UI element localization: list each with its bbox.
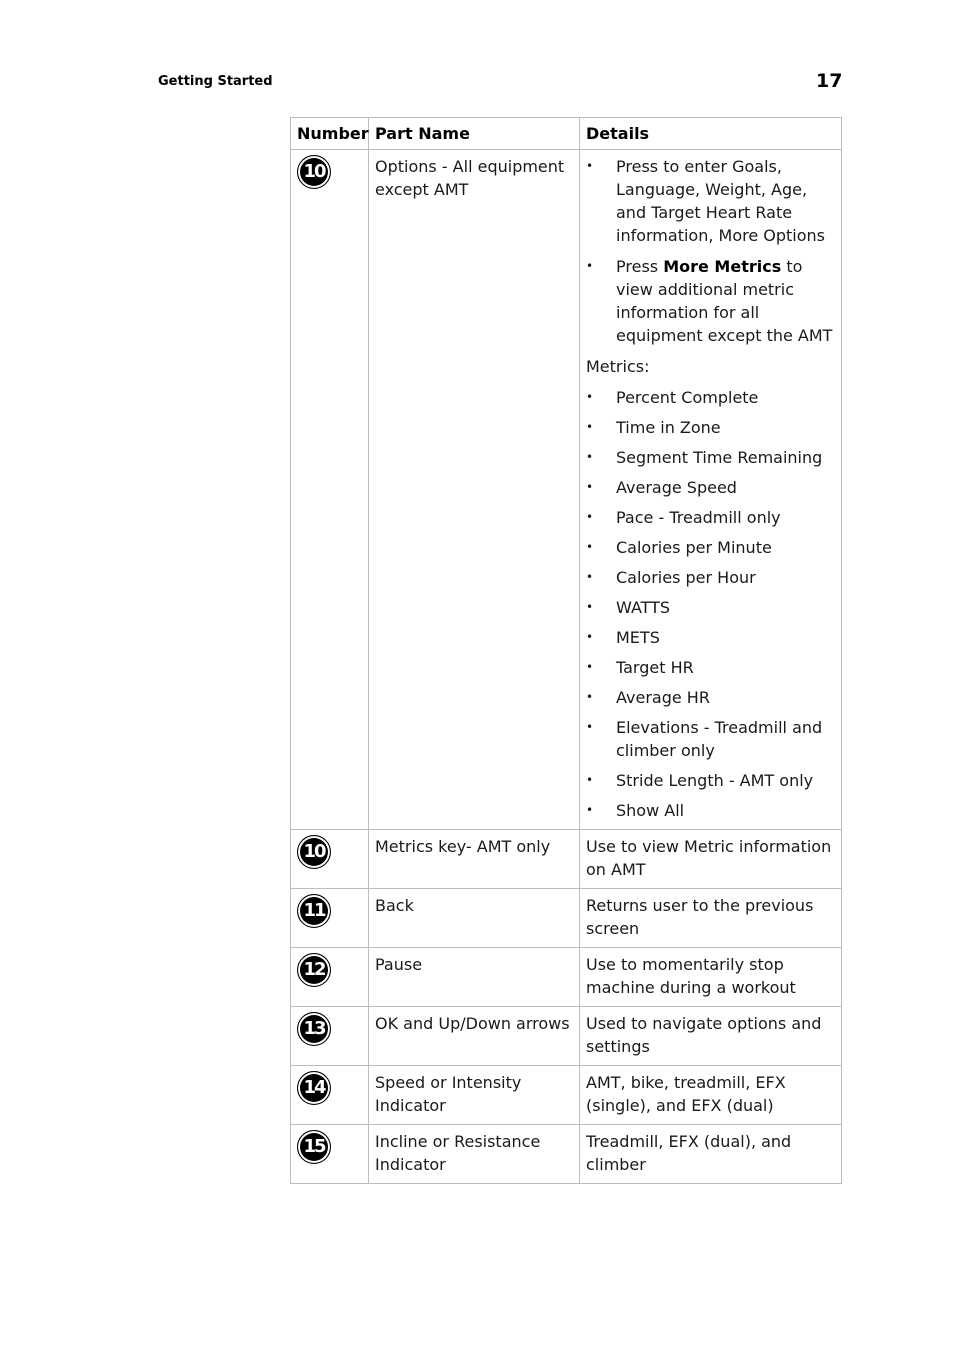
details-cell: Returns user to the previous screen xyxy=(580,889,842,948)
part-name-cell: OK and Up/Down arrows xyxy=(369,1007,580,1066)
table-row xyxy=(291,948,842,1007)
metric-item: • Time in Zone xyxy=(586,416,835,439)
details-cell: Use to momentarily stop machine during a workout xyxy=(580,948,842,1007)
number-badge-icon: 12 xyxy=(297,953,331,987)
bullet-item xyxy=(586,255,835,347)
metric-item: • Show All xyxy=(586,799,835,822)
metric-item: • Percent Complete xyxy=(586,386,835,409)
bullet-text: Press xyxy=(616,257,664,276)
bullet-item: • Press to enter Goals, Language, Weight, Age, and Target Heart Rate information, More Options xyxy=(586,155,835,247)
table-row-options xyxy=(291,150,842,830)
table-row xyxy=(291,1007,842,1066)
bullet-text: to view additional metric information for all equipment except the AMT xyxy=(616,257,833,345)
metric-item: • Average Speed xyxy=(586,476,835,499)
part-name-cell: Options - All equipment except AMT xyxy=(369,150,580,830)
number-badge-icon: 15 xyxy=(297,1130,331,1164)
column-header-number: Number xyxy=(291,118,369,150)
running-header: Getting Started xyxy=(158,74,273,89)
number-cell xyxy=(291,1007,369,1066)
details-cell: Treadmill, EFX (dual), and climber xyxy=(580,1125,842,1184)
metric-item: • WATTS xyxy=(586,596,835,619)
options-bullet-list xyxy=(586,155,835,347)
metrics-bullet-list xyxy=(586,386,835,822)
metric-item: • Segment Time Remaining xyxy=(586,446,835,469)
table-row xyxy=(291,889,842,948)
number-badge-icon: 11 xyxy=(297,894,331,928)
number-cell xyxy=(291,150,369,830)
part-name-cell: Speed or Intensity Indicator xyxy=(369,1066,580,1125)
metric-item: • Stride Length - AMT only xyxy=(586,769,835,792)
details-cell: AMT, bike, treadmill, EFX (single), and EFX (dual) xyxy=(580,1066,842,1125)
column-header-details: Details xyxy=(580,118,842,150)
metrics-label: Metrics: xyxy=(586,357,650,376)
metric-item: • Calories per Hour xyxy=(586,566,835,589)
part-name-cell: Pause xyxy=(369,948,580,1007)
number-badge-icon: 13 xyxy=(297,1012,331,1046)
number-cell xyxy=(291,889,369,948)
parts-table xyxy=(290,117,842,1184)
details-cell: Used to navigate options and settings xyxy=(580,1007,842,1066)
metric-item: • Target HR xyxy=(586,656,835,679)
table-row xyxy=(291,1125,842,1184)
part-name-cell: Incline or Resistance Indicator xyxy=(369,1125,580,1184)
metric-item: • Pace - Treadmill only xyxy=(586,506,835,529)
number-badge-icon: 14 xyxy=(297,1071,331,1105)
metric-item: • METS xyxy=(586,626,835,649)
table-header-row xyxy=(291,118,842,150)
page-number: 17 xyxy=(816,70,843,92)
number-cell xyxy=(291,948,369,1007)
number-cell xyxy=(291,1125,369,1184)
more-metrics-label: More Metrics xyxy=(663,257,782,276)
number-badge-icon: 10 xyxy=(297,835,331,869)
details-cell xyxy=(580,150,842,830)
part-name-cell: Metrics key- AMT only xyxy=(369,830,580,889)
column-header-part-name: Part Name xyxy=(369,118,580,150)
part-name-cell: Back xyxy=(369,889,580,948)
metric-item: • Elevations - Treadmill and climber only xyxy=(586,716,835,762)
number-10-badge-icon: 10 xyxy=(297,155,331,189)
number-cell xyxy=(291,830,369,889)
details-cell: Use to view Metric information on AMT xyxy=(580,830,842,889)
table-row xyxy=(291,830,842,889)
table-row xyxy=(291,1066,842,1125)
metric-item: • Calories per Minute xyxy=(586,536,835,559)
number-cell xyxy=(291,1066,369,1125)
metric-item: • Average HR xyxy=(586,686,835,709)
